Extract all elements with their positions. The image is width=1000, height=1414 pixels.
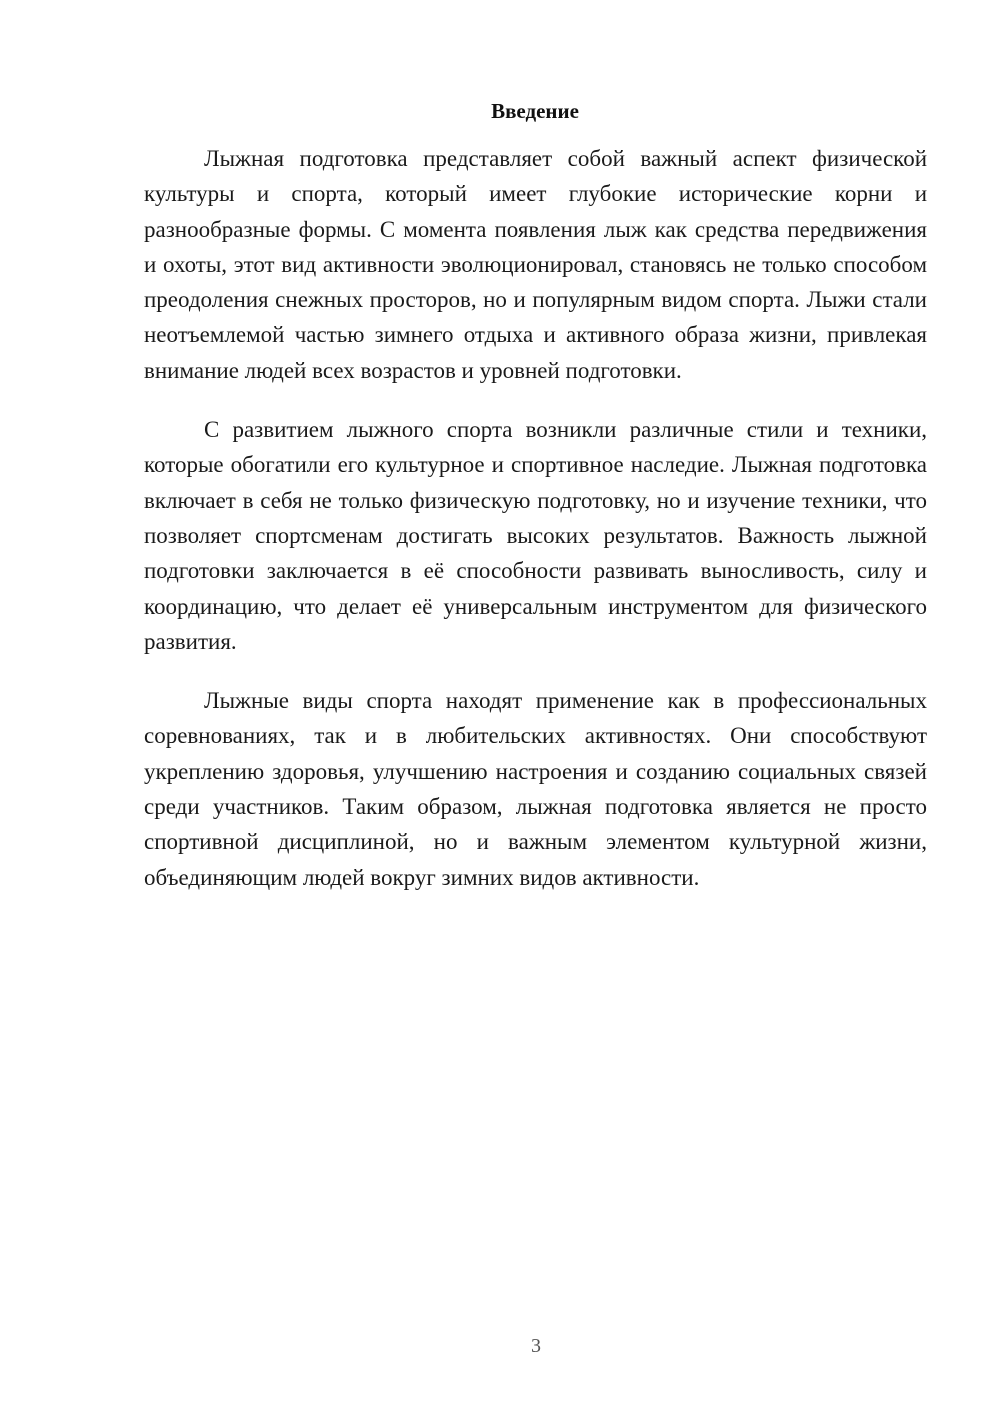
body-text (144, 141, 927, 895)
page-number: 3 (531, 1335, 541, 1357)
paragraph-1: Лыжная подготовка представляет собой важный аспект физической культуры и спорта, который имеет глубокие исторические корни и разнообразные формы. С момента появления лыж как средства передвижения и охоты, этот вид активности эволюционировал, становясь не только способом преодоления снежных просторов, но и популярным видом спорта. Лыжи стали неотъемлемой частью зимнего отдыха и активного образа жизни, привлекая внимание людей всех возрастов и уровней подготовки. (144, 146, 927, 383)
paragraph-3: Лыжные виды спорта находят применение как в профессиональных соревнованиях, так и в любительских активностях. Они способствуют укреплению здоровья, улучшению настроения и созданию социальных связей среди участников. Таким образом, лыжная подготовка является не просто спортивной дисциплиной, но и важным элементом культурной жизни, объединяющим людей вокруг зимних видов активности. (144, 688, 927, 890)
paragraph-2: С развитием лыжного спорта возникли различные стили и техники, которые обогатили его культурное и спортивное наследие. Лыжная подготовка включает в себя не только физическую подготовку, но и изучение техники, что позволяет спортсменам достигать высоких результатов. Важность лыжной подготовки заключается в её способности развивать выносливость, силу и координацию, что делает её универсальным инструментом для физического развития. (144, 417, 927, 654)
section-heading: Введение (491, 99, 579, 123)
